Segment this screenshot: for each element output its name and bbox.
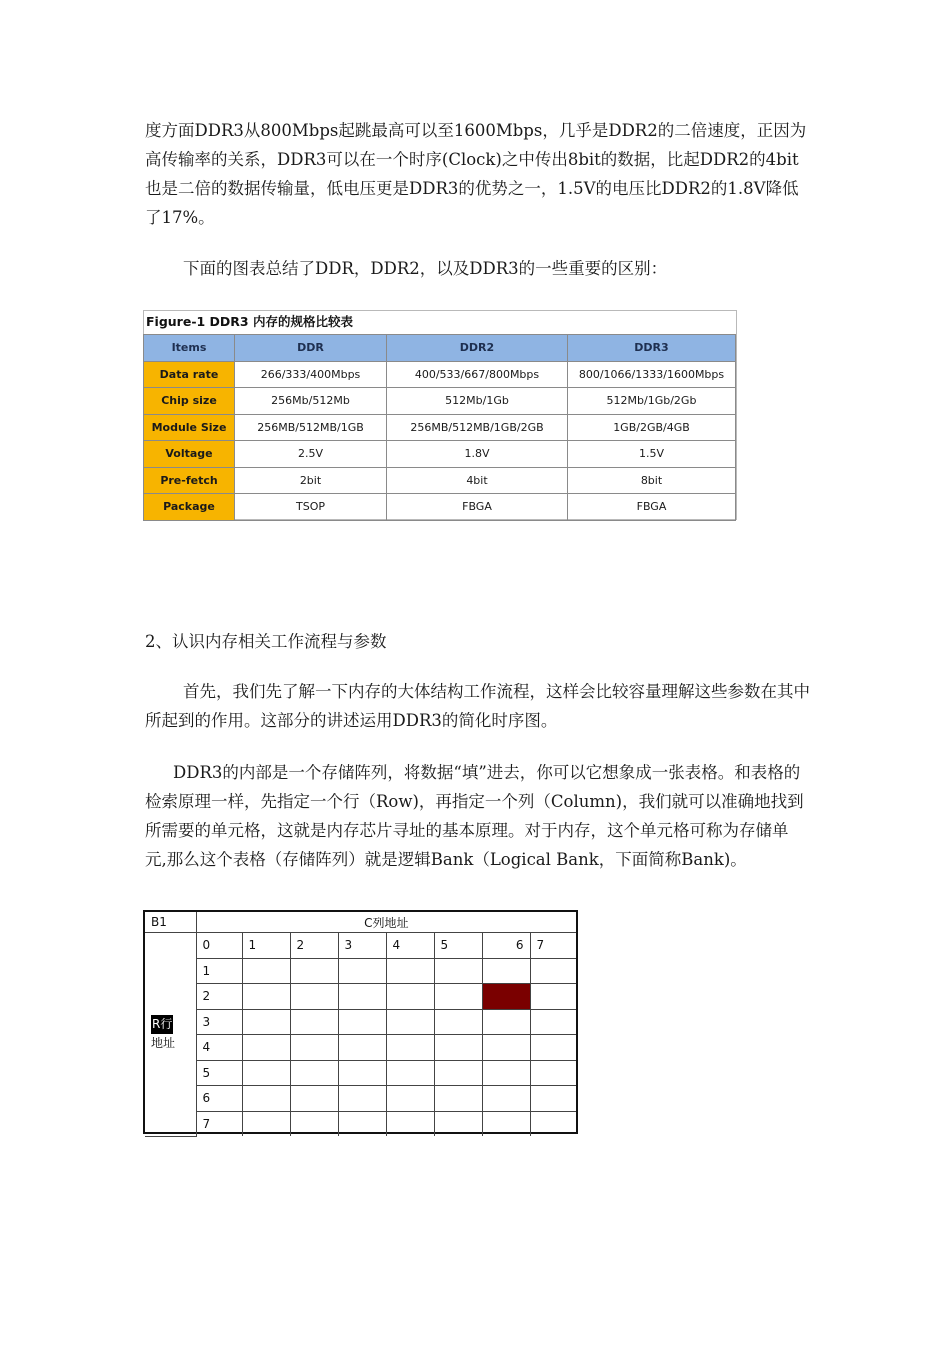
grid-cell <box>530 1111 576 1136</box>
column-index: 1 <box>242 933 290 959</box>
spec-comparison-table <box>143 334 736 521</box>
grid-cell <box>530 1060 576 1086</box>
column-address-title: C列地址 <box>196 912 576 933</box>
grid-cell <box>290 1009 338 1035</box>
bank-address-table <box>145 912 576 1137</box>
grid-cell <box>290 958 338 984</box>
grid-cell <box>338 1060 386 1086</box>
row-label: Module Size <box>144 414 235 441</box>
row-index: 7 <box>196 1111 242 1136</box>
ddr-spec-figure <box>143 310 737 520</box>
header-cell: Items <box>144 335 235 362</box>
grid-cell <box>434 1009 482 1035</box>
table-cell: 2bit <box>235 467 387 494</box>
row-address-label <box>145 933 196 1137</box>
table-cell: FBGA <box>568 494 736 521</box>
column-index: 2 <box>290 933 338 959</box>
grid-cell <box>290 1111 338 1136</box>
table-row <box>144 467 736 494</box>
grid-cell <box>290 1060 338 1086</box>
grid-title-row <box>145 912 576 933</box>
table-cell: 1.5V <box>568 441 736 468</box>
grid-cell <box>242 1009 290 1035</box>
section-heading: 2、认识内存相关工作流程与参数 <box>145 632 387 651</box>
row-label-highlight: R行 <box>151 1015 173 1034</box>
grid-cell <box>386 958 434 984</box>
grid-cell <box>338 958 386 984</box>
grid-cell <box>242 1060 290 1086</box>
paragraph-storage-array: DDR3的内部是一个存储阵列，将数据“填”进去，你可以它想象成一张表格。和表格的检索原理一样，先指定一个行（Row)，再指定一个列（Column)，我们就可以准确地找到所需要的单元格，这就是内存芯片寻址的基本原理。对于内存，这个单元格可称为存储单元,那么这个表格（存储阵列）就是逻辑Bank（Logical Bank，下面简称Bank)。 <box>145 763 804 869</box>
row-label: Data rate <box>144 361 235 388</box>
row-index: 3 <box>196 1009 242 1035</box>
grid-cell <box>434 958 482 984</box>
column-index: 0 <box>196 933 242 959</box>
paragraph-structure-intro: 首先，我们先了解一下内存的大体结构工作流程，这样会比较容量理解这些参数在其中所起到的作用。这部分的讲述运用DDR3的简化时序图。 <box>145 682 810 730</box>
column-index: 6 <box>482 933 530 959</box>
grid-cell <box>482 1111 530 1136</box>
grid-cell <box>530 984 576 1010</box>
grid-cell <box>242 1086 290 1112</box>
row-index: 6 <box>196 1086 242 1112</box>
grid-cell <box>338 1009 386 1035</box>
grid-cell <box>386 1035 434 1061</box>
grid-cell <box>242 1035 290 1061</box>
table-row <box>144 361 736 388</box>
grid-cell <box>290 984 338 1010</box>
column-index: 4 <box>386 933 434 959</box>
grid-row <box>145 1035 576 1061</box>
header-cell: DDR3 <box>568 335 736 362</box>
grid-row <box>145 1009 576 1035</box>
table-row <box>144 414 736 441</box>
grid-cell <box>434 1111 482 1136</box>
grid-cell <box>338 1086 386 1112</box>
grid-cell <box>386 1060 434 1086</box>
table-cell: 256MB/512MB/1GB/2GB <box>387 414 568 441</box>
table-cell: 2.5V <box>235 441 387 468</box>
column-index: 5 <box>434 933 482 959</box>
table-cell: 1GB/2GB/4GB <box>568 414 736 441</box>
row-label: Chip size <box>144 388 235 415</box>
column-index: 3 <box>338 933 386 959</box>
figure-title: Figure-1 DDR3 内存的规格比较表 <box>146 314 353 329</box>
bank-label: B1 <box>145 912 196 933</box>
grid-cell <box>242 984 290 1010</box>
table-cell: 512Mb/1Gb <box>387 388 568 415</box>
grid-cell <box>482 1035 530 1061</box>
grid-cell <box>530 1035 576 1061</box>
grid-cell <box>290 1035 338 1061</box>
row-label: Voltage <box>144 441 235 468</box>
grid-row <box>145 958 576 984</box>
table-cell: 400/533/667/800Mbps <box>387 361 568 388</box>
grid-cell <box>530 958 576 984</box>
grid-cell <box>434 1086 482 1112</box>
grid-cell <box>482 1009 530 1035</box>
row-index: 4 <box>196 1035 242 1061</box>
grid-cell <box>386 984 434 1010</box>
grid-cell <box>434 984 482 1010</box>
column-index: 7 <box>530 933 576 959</box>
paragraph-chart-intro: 下面的图表总结了DDR，DDR2，以及DDR3的一些重要的区别： <box>183 259 668 278</box>
grid-cell <box>482 958 530 984</box>
grid-cell <box>290 1086 338 1112</box>
grid-cell <box>530 1009 576 1035</box>
grid-cell <box>386 1086 434 1112</box>
row-label: Package <box>144 494 235 521</box>
row-index: 2 <box>196 984 242 1010</box>
table-cell: FBGA <box>387 494 568 521</box>
header-cell: DDR2 <box>387 335 568 362</box>
row-label: Pre-fetch <box>144 467 235 494</box>
row-index: 5 <box>196 1060 242 1086</box>
grid-row <box>145 984 576 1010</box>
row-label-line2: 地址 <box>151 1036 176 1051</box>
row-index: 1 <box>196 958 242 984</box>
table-cell: 256Mb/512Mb <box>235 388 387 415</box>
grid-cell <box>386 1111 434 1136</box>
table-row <box>144 388 736 415</box>
table-header-row <box>144 335 736 362</box>
table-cell: 256MB/512MB/1GB <box>235 414 387 441</box>
paragraph-ddr3-speed: 度方面DDR3从800Mbps起跳最高可以至1600Mbps，几乎是DDR2的二倍速度，正因为高传输率的关系，DDR3可以在一个时序(Clock)之中传出8bit的数据，比起DDR2的4bit也是二倍的数据传输量，低电压更是DDR3的优势之一，1.5V的电压比DDR2的1.8V降低了17%。 <box>145 121 807 227</box>
column-index-row <box>145 933 576 959</box>
grid-cell <box>242 1111 290 1136</box>
table-cell: 800/1066/1333/1600Mbps <box>568 361 736 388</box>
table-cell: TSOP <box>235 494 387 521</box>
grid-row <box>145 1111 576 1136</box>
grid-cell <box>242 958 290 984</box>
grid-cell <box>386 1009 434 1035</box>
grid-cell <box>434 1060 482 1086</box>
grid-row <box>145 1060 576 1086</box>
selected-storage-cell <box>482 984 530 1010</box>
table-row <box>144 494 736 521</box>
table-cell: 1.8V <box>387 441 568 468</box>
grid-cell <box>338 984 386 1010</box>
grid-cell <box>434 1035 482 1061</box>
table-row <box>144 441 736 468</box>
grid-cell <box>482 1060 530 1086</box>
logical-bank-grid <box>143 910 578 1134</box>
grid-cell <box>482 1086 530 1112</box>
grid-cell <box>530 1086 576 1112</box>
table-cell: 4bit <box>387 467 568 494</box>
grid-cell <box>338 1111 386 1136</box>
grid-row <box>145 1086 576 1112</box>
header-cell: DDR <box>235 335 387 362</box>
table-cell: 512Mb/1Gb/2Gb <box>568 388 736 415</box>
table-cell: 266/333/400Mbps <box>235 361 387 388</box>
grid-cell <box>338 1035 386 1061</box>
table-cell: 8bit <box>568 467 736 494</box>
